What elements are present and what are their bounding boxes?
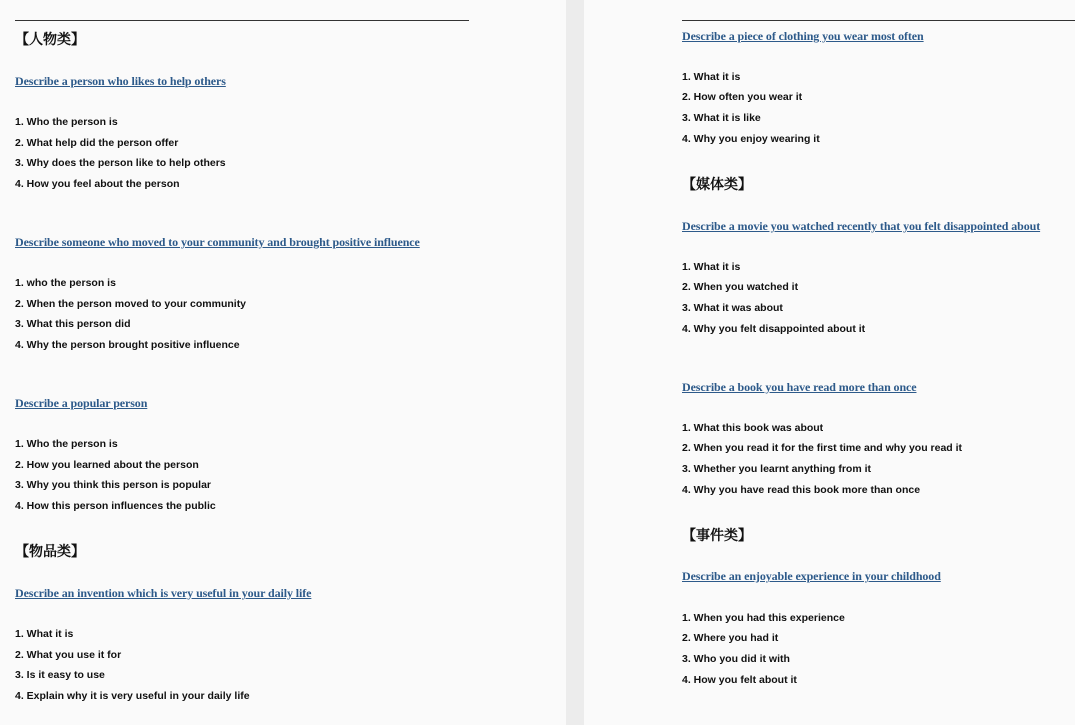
topic-title-invention[interactable]: Describe an invention which is very useful in your daily life (15, 586, 312, 600)
question-item: 2. When the person moved to your community (15, 298, 247, 310)
document-page-right (584, 0, 1075, 725)
topic-title-popular-person[interactable]: Describe a popular person (15, 396, 148, 410)
question-item: 4. How you feel about the person (15, 178, 180, 190)
header-rule (15, 20, 469, 21)
question-item: 3. Who you did it with (682, 653, 790, 665)
question-item: 4. Why you have read this book more than once (682, 484, 921, 496)
question-item: 1. When you had this experience (682, 612, 845, 624)
topic-title-help-others[interactable]: Describe a person who likes to help others (15, 74, 226, 88)
question-item: 3. What this person did (15, 318, 131, 330)
question-item: 1. What this book was about (682, 422, 824, 434)
question-item: 3. Whether you learnt anything from it (682, 463, 872, 475)
category-heading-media: 【媒体类】 (682, 177, 752, 193)
question-item: 1. What it is (682, 261, 741, 273)
question-item: 1. What it is (682, 71, 741, 83)
question-item: 3. Is it easy to use (15, 669, 105, 681)
question-item: 4. Why the person brought positive influence (15, 339, 240, 351)
header-rule (682, 20, 1075, 21)
question-item: 4. Why you felt disappointed about it (682, 323, 866, 335)
question-item: 1. Who the person is (15, 438, 118, 450)
question-item: 2. What you use it for (15, 649, 122, 661)
question-item: 4. How this person influences the public (15, 500, 216, 512)
question-item: 3. What it is like (682, 112, 761, 124)
question-item: 4. How you felt about it (682, 674, 797, 686)
question-item: 2. How you learned about the person (15, 459, 199, 471)
question-item: 2. How often you wear it (682, 91, 803, 103)
question-item: 1. What it is (15, 628, 74, 640)
question-item: 1. Who the person is (15, 116, 118, 128)
question-item: 3. Why you think this person is popular (15, 479, 212, 491)
category-heading-events: 【事件类】 (682, 528, 752, 544)
category-heading-objects: 【物品类】 (15, 544, 85, 560)
category-heading-people: 【人物类】 (15, 32, 85, 48)
question-item: 2. Where you had it (682, 632, 779, 644)
topic-title-clothing[interactable]: Describe a piece of clothing you wear most often (682, 29, 924, 43)
question-item: 4. Explain why it is very useful in your daily life (15, 690, 250, 702)
question-item: 2. When you watched it (682, 281, 799, 293)
question-item: 2. What help did the person offer (15, 137, 179, 149)
topic-title-moved-community[interactable]: Describe someone who moved to your community and brought positive influence (15, 235, 420, 249)
question-item: 4. Why you enjoy wearing it (682, 133, 820, 145)
page-gutter (566, 0, 584, 725)
question-item: 2. When you read it for the first time and why you read it (682, 442, 963, 454)
topic-title-movie[interactable]: Describe a movie you watched recently that you felt disappointed about (682, 219, 1041, 233)
topic-title-book[interactable]: Describe a book you have read more than once (682, 380, 917, 394)
topic-title-childhood-experience[interactable]: Describe an enjoyable experience in your childhood (682, 569, 941, 583)
question-item: 1. who the person is (15, 277, 116, 289)
question-item: 3. Why does the person like to help others (15, 157, 226, 169)
question-item: 3. What it was about (682, 302, 783, 314)
